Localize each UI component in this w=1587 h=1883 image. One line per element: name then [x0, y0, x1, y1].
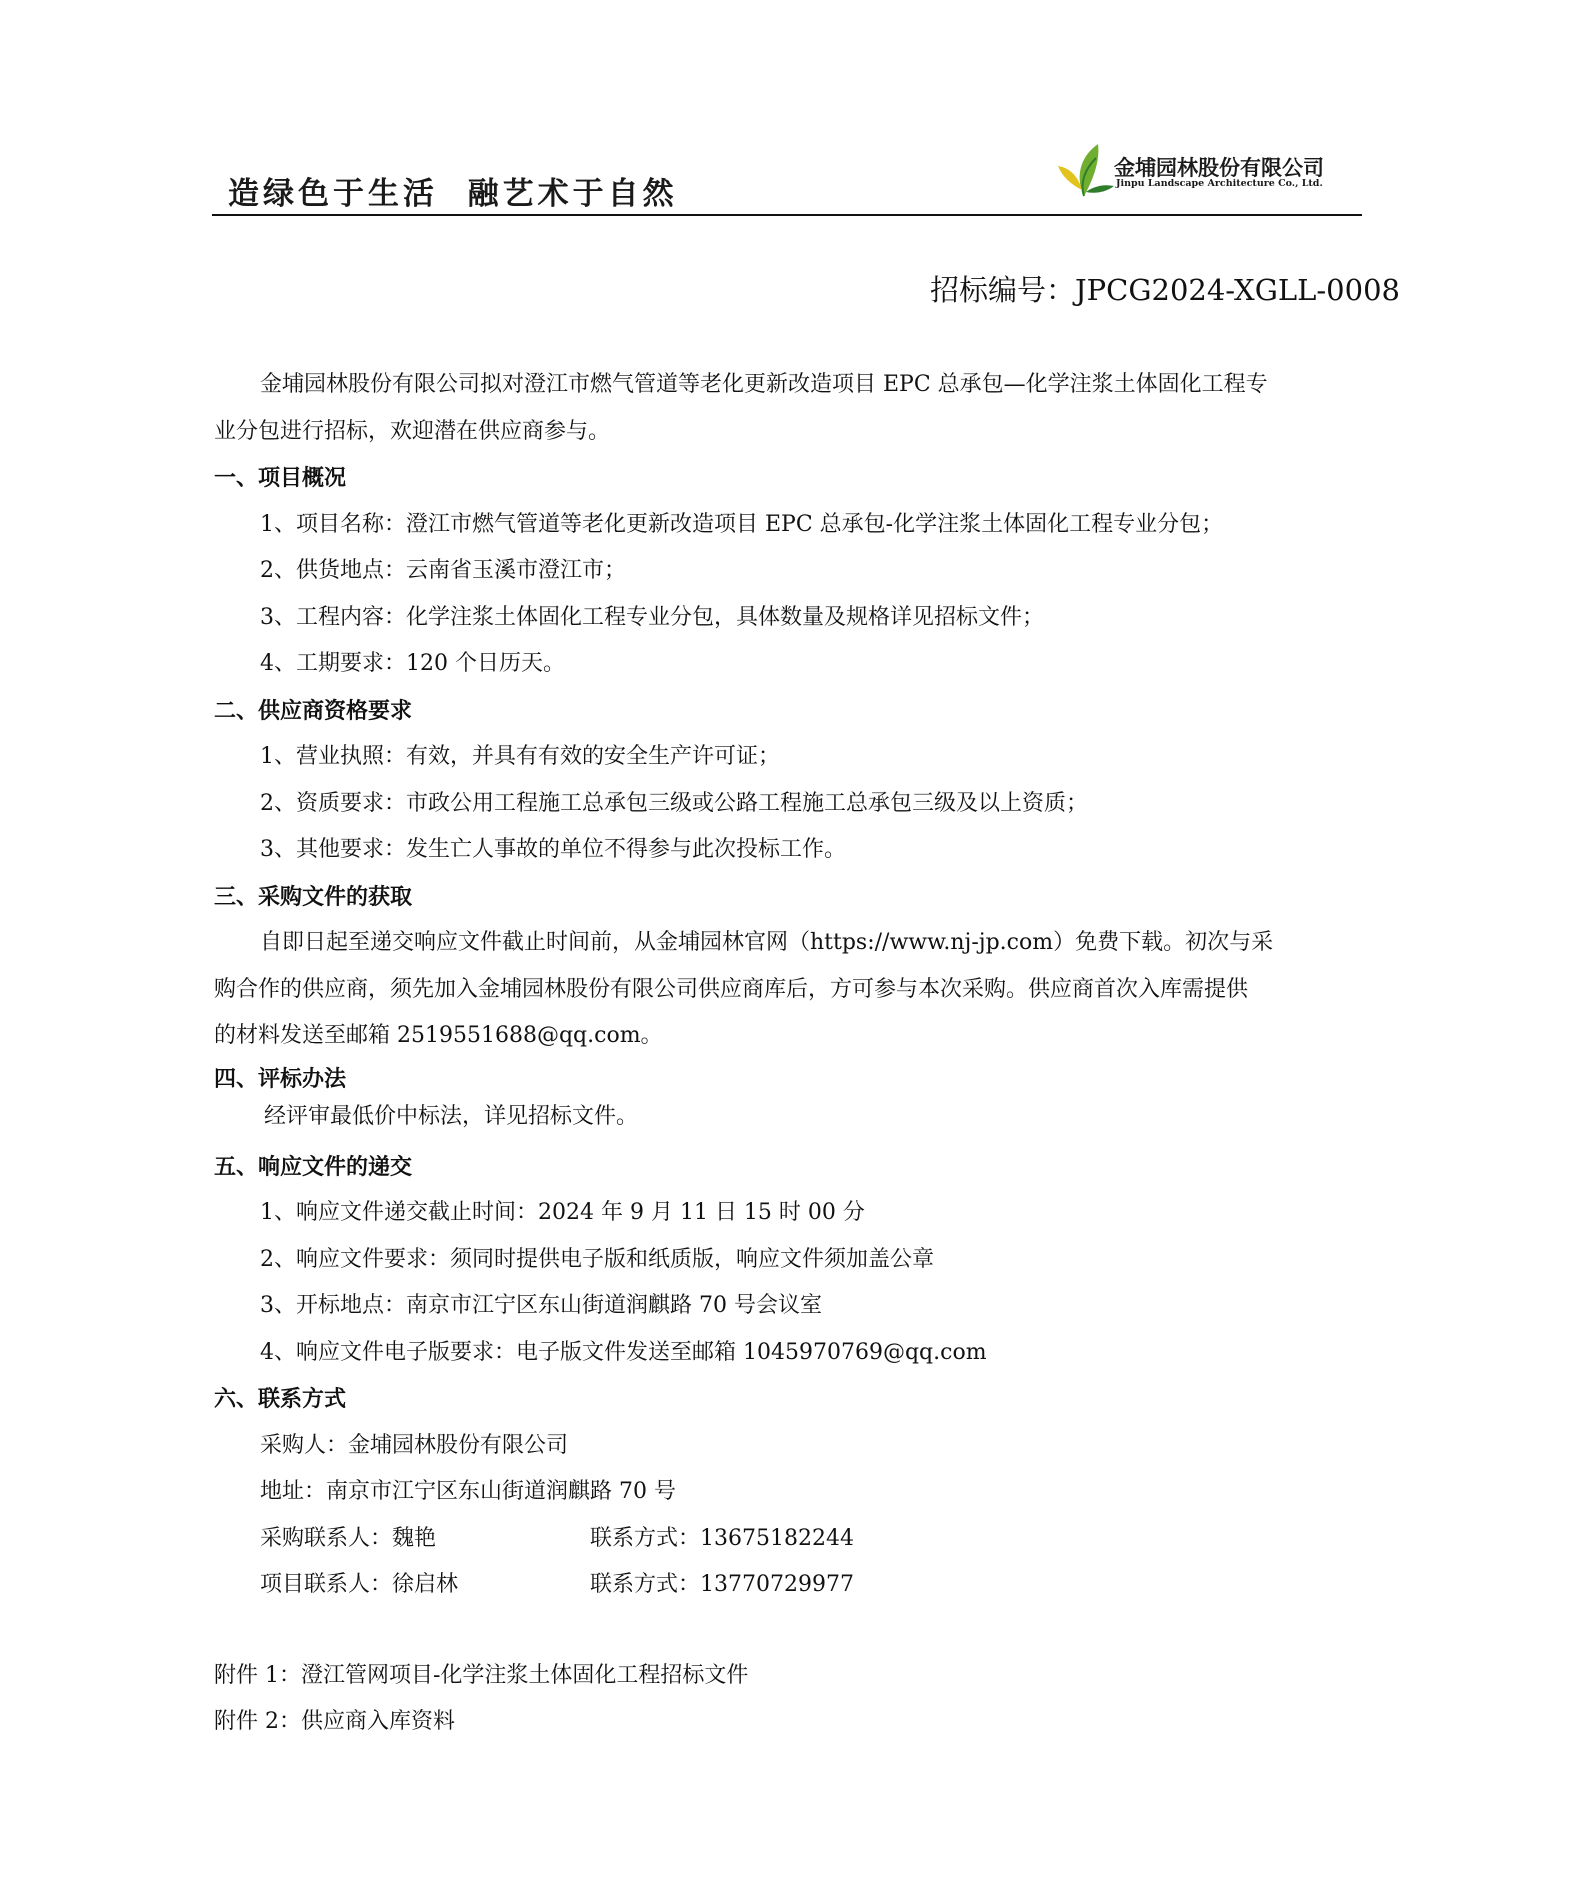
overview-item: 3、工程内容：化学注浆土体固化工程专业分包，具体数量及规格详见招标文件； — [260, 604, 1044, 630]
overview-item: 1、项目名称：澄江市燃气管道等老化更新改造项目 EPC 总承包-化学注浆土体固化工程专业分包； — [260, 511, 1224, 537]
documents-line: 购合作的供应商，须先加入金埔园林股份有限公司供应商库后，方可参与本次采购。供应商首次入库需提供 — [214, 976, 1249, 1002]
leaf-logo-icon — [1054, 140, 1116, 198]
attachment-2: 附件 2：供应商入库资料 — [214, 1709, 455, 1734]
documents-line: 自即日起至递交响应文件截止时间前，从金埔园林官网（https://www.nj-jp.com）免费下载。初次与采 — [260, 930, 1274, 955]
contact-row — [214, 1516, 1404, 1563]
company-logo — [1054, 138, 1354, 198]
submission-item: 4、响应文件电子版要求：电子版文件发送至邮箱 1045970769@qq.com — [260, 1339, 987, 1365]
overview-item: 2、供货地点：云南省玉溪市澄江市； — [260, 558, 626, 583]
contact-phone: 联系方式：13675182244 — [590, 1525, 854, 1551]
purchaser: 采购人：金埔园林股份有限公司 — [260, 1432, 569, 1458]
bid-number: 招标编号：JPCG2024-XGLL-0008 — [930, 273, 1400, 307]
document-body — [214, 362, 1404, 1746]
contact-name: 项目联系人：徐启林 — [260, 1572, 459, 1597]
logo-english-name: Jinpu Landscape Architecture Co., Ltd. — [1116, 178, 1323, 189]
section-title-documents: 三、采购文件的获取 — [214, 883, 413, 910]
company-slogan: 造绿色于生活 融艺术于自然 — [228, 176, 678, 212]
submission-item: 1、响应文件递交截止时间：2024 年 9 月 11 日 15 时 00 分 — [260, 1200, 865, 1225]
section-title-evaluation: 四、评标办法 — [214, 1065, 347, 1092]
letterhead — [212, 128, 1362, 218]
contact-name: 采购联系人：魏艳 — [260, 1525, 437, 1551]
contact-row — [214, 1562, 1404, 1609]
intro-line-2: 业分包进行招标，欢迎潜在供应商参与。 — [214, 418, 611, 444]
qualification-item: 2、资质要求：市政公用工程施工总承包三级或公路工程施工总承包三级及以上资质； — [260, 790, 1088, 816]
logo-chinese-name: 金埔园林股份有限公司 — [1114, 156, 1324, 180]
attachment-1: 附件 1：澄江管网项目-化学注浆土体固化工程招标文件 — [214, 1662, 749, 1688]
section-title-overview: 一、项目概况 — [214, 465, 347, 491]
section-title-qualification: 二、供应商资格要求 — [214, 697, 413, 724]
contact-phone: 联系方式：13770729977 — [590, 1572, 854, 1597]
qualification-item: 1、营业执照：有效，并具有有效的安全生产许可证； — [260, 744, 780, 769]
qualification-item: 3、其他要求：发生亡人事故的单位不得参与此次投标工作。 — [260, 837, 846, 862]
intro-line-1: 金埔园林股份有限公司拟对澄江市燃气管道等老化更新改造项目 EPC 总承包—化学注浆土体固化工程专 — [260, 372, 1268, 397]
section-title-submission: 五、响应文件的递交 — [214, 1153, 413, 1180]
header-divider — [212, 214, 1362, 216]
overview-item: 4、工期要求：120 个日历天。 — [260, 651, 565, 676]
documents-line: 的材料发送至邮箱 2519551688@qq.com。 — [214, 1023, 663, 1048]
evaluation-text: 经评审最低价中标法，详见招标文件。 — [264, 1103, 639, 1129]
address: 地址：南京市江宁区东山街道润麒路 70 号 — [260, 1479, 676, 1504]
submission-item: 2、响应文件要求：须同时提供电子版和纸质版，响应文件须加盖公章 — [260, 1246, 934, 1272]
submission-item: 3、开标地点：南京市江宁区东山街道润麒路 70 号会议室 — [260, 1293, 822, 1318]
section-title-contact: 六、联系方式 — [214, 1386, 347, 1412]
